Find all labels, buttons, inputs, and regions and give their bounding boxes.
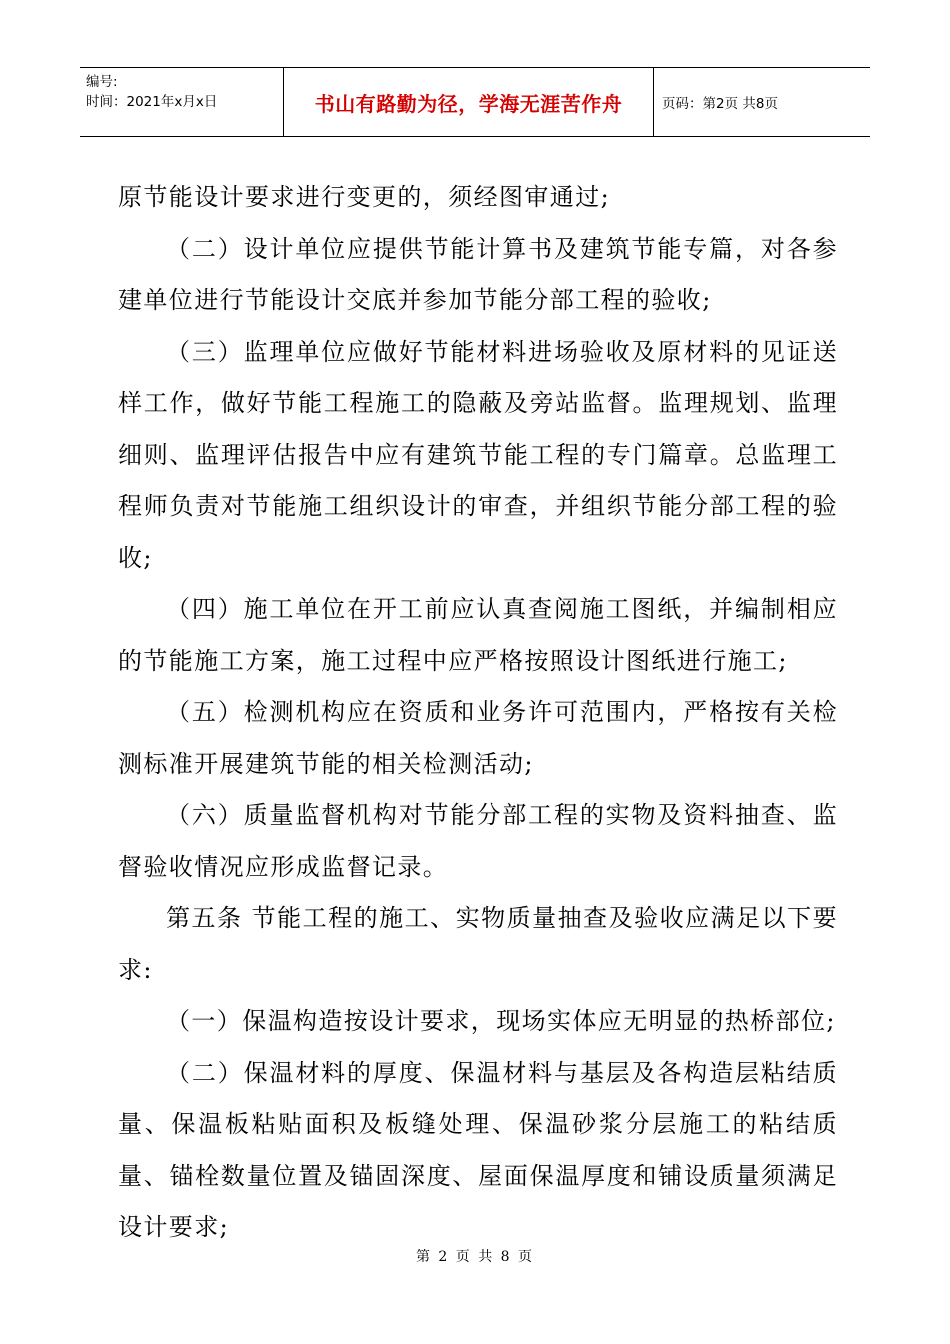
document-date-label: 时间：2021年x月x日 <box>86 94 218 110</box>
paragraph: （二）保温材料的厚度、保温材料与基层及各构造层粘结质量、保温板粘贴面积及板缝处理、保温砂浆分层施工的粘结质量、锚栓数量位置及锚固深度、屋面保温厚度和铺设质量须满足设计要求; <box>118 1058 838 1241</box>
document-number-label: 编号: <box>86 74 118 90</box>
article-paragraph: 第五条 节能工程的施工、实物质量抽查及验收应满足以下要求: <box>118 904 838 984</box>
paragraph: （四）施工单位在开工前应认真查阅施工图纸，并编制相应的节能施工方案，施工过程中应严格按照设计图纸进行施工; <box>118 595 838 675</box>
header-page-code: 页码：第2页 共8页 <box>662 96 778 112</box>
document-body <box>118 172 838 1254</box>
header-motto: 书山有路勤为径，学海无涯苦作舟 <box>284 68 654 136</box>
paragraph: （三）监理单位应做好节能材料进场验收及原材料的见证送样工作，做好节能工程施工的隐蔽及旁站监督。监理规划、监理细则、监理评估报告中应有建筑节能工程的专门篇章。总监理工程师负责对节能施工组织设计的审查，并组织节能分部工程的验收; <box>118 337 838 572</box>
paragraph: （五）检测机构应在资质和业务许可范围内，严格按有关检测标准开展建筑节能的相关检测活动; <box>118 698 838 778</box>
header-meta-cell <box>80 68 284 136</box>
page-footer: 第 2 页 共 8 页 <box>415 1249 535 1265</box>
paragraph: （二）设计单位应提供节能计算书及建筑节能专篇，对各参建单位进行节能设计交底并参加节能分部工程的验收; <box>118 234 838 314</box>
document-header <box>80 67 870 137</box>
paragraph: 原节能设计要求进行变更的，须经图审通过; <box>118 183 611 211</box>
paragraph: （一）保温构造按设计要求，现场实体应无明显的热桥部位; <box>166 1007 836 1035</box>
paragraph: （六）质量监督机构对节能分部工程的实物及资料抽查、监督验收情况应形成监督记录。 <box>118 801 838 881</box>
